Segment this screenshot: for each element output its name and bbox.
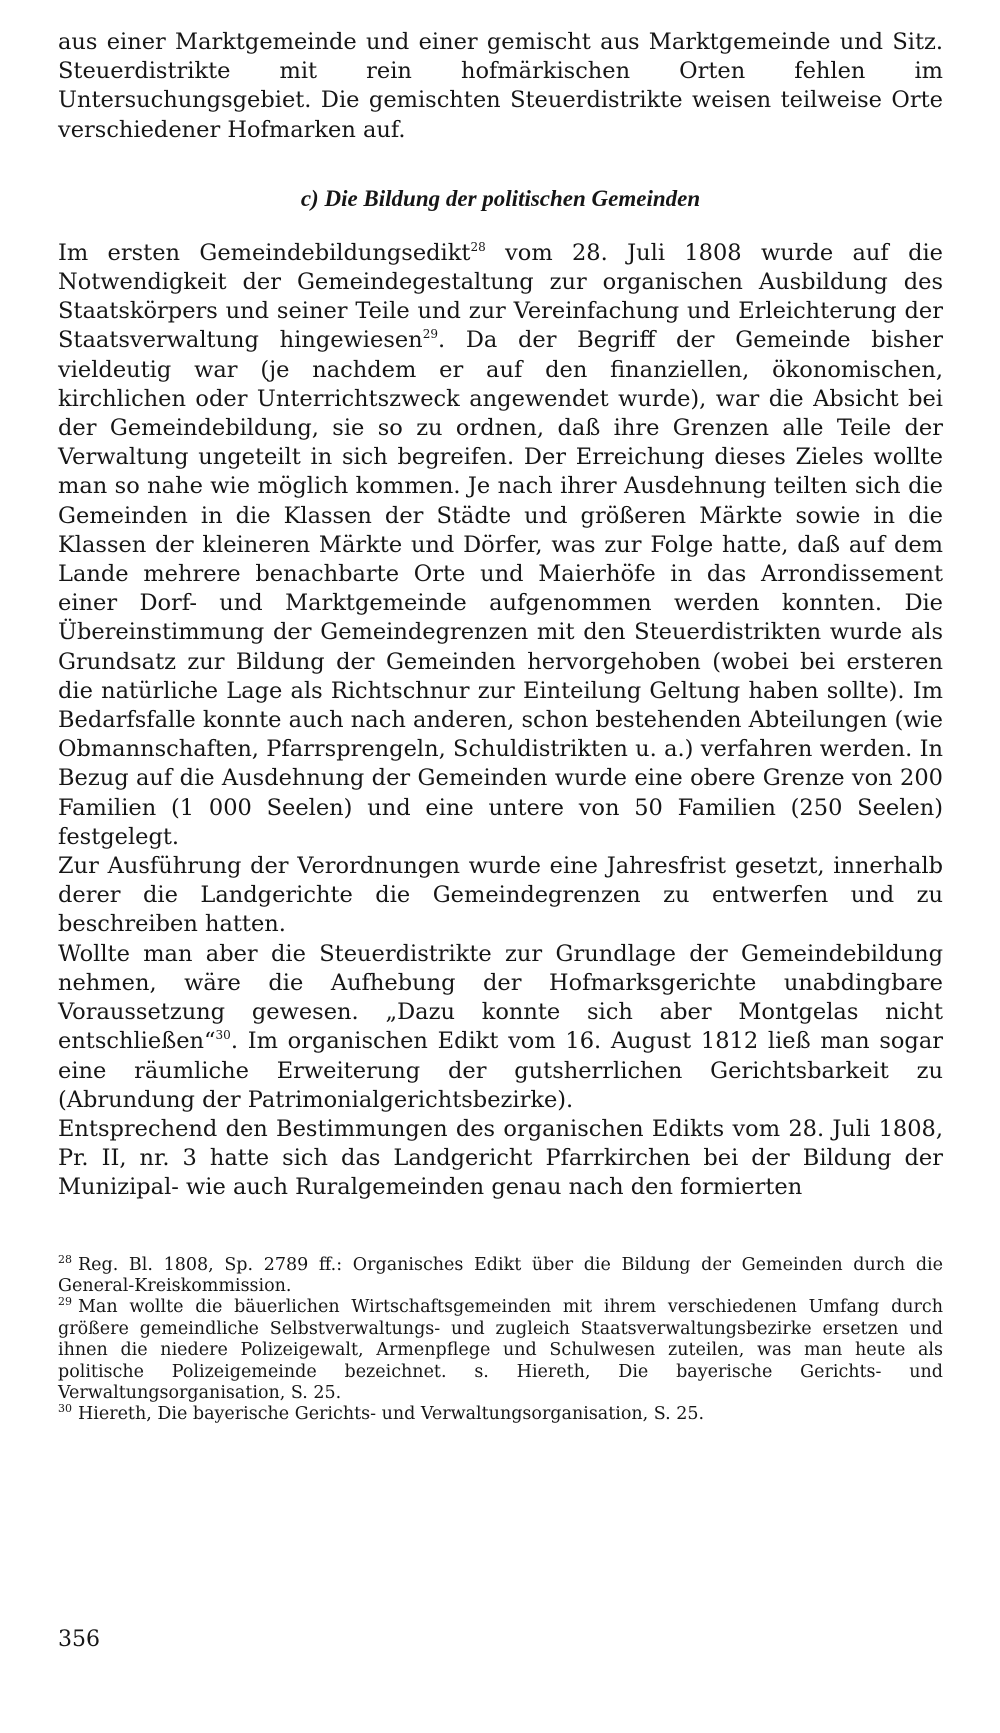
footnote-ref-30[interactable]: 30 <box>215 1028 231 1043</box>
footnote-ref-28[interactable]: 28 <box>470 239 486 254</box>
paragraph-3-text-b: . Im organischen Edikt vom 16. August 1812 ließ man sogar eine räumliche Erweiterung der gutsherrlichen Gerichtsbarkeit zu (Abrundung der Patrimonialgerichtsbezirke). <box>58 1028 943 1113</box>
page-number: 356 <box>58 1627 100 1652</box>
paragraph-1 <box>58 239 943 852</box>
footnote-number: 29 <box>58 1295 72 1309</box>
footnote-number: 28 <box>58 1252 72 1266</box>
intro-paragraph: aus einer Marktgemeinde und einer gemischt aus Marktgemeinde und Sitz. Steuerdistrikte mit rein hofmärkischen Orten fehlen im Untersuchungsgebiet. Die gemischten Steuerdistrikte weisen teilweise Orte verschiedener Hofmarken auf. <box>58 29 943 143</box>
footnote-text: Reg. Bl. 1808, Sp. 2789 ff.: Organisches Edikt über die Bildung der Gemeinden durch die General-Kreiskommission. <box>58 1254 943 1296</box>
paragraph-2: Zur Ausführung der Verordnungen wurde eine Jahresfrist gesetzt, innerhalb derer die Landgerichte die Gemeindegrenzen zu entwerfen und zu beschreiben hatten. <box>58 853 943 938</box>
paragraph-4: Entsprechend den Bestimmungen des organischen Edikts vom 28. Juli 1808, Pr. II, nr. 3 hatte sich das Landgericht Pfarrkirchen bei der Bildung der Munizipal- wie auch Ruralgemeinden genau nach den formierten <box>58 1115 943 1201</box>
footnote-28 <box>58 1252 943 1298</box>
paragraph-3-text-a: Wollte man aber die Steuerdistrikte zur Grundlage der Gemeindebildung nehmen, wäre die Aufhebung der Hofmarksgerichte unabdingbare Voraussetzung gewesen. „Dazu konnte sich aber Montgelas nicht entschließen“ <box>58 940 943 1055</box>
paragraph-1-text-b: vom 28. Juli 1808 wurde auf die Notwendigkeit der Gemeindegestaltung zur organischen Ausbildung des Staatskörpers und seiner Teile und zur Vereinfachung und Erleichterung der Staatsverwaltung hingewiesen <box>58 239 943 354</box>
page-content <box>58 28 943 1426</box>
paragraph-1-text-a: Im ersten Gemeindebildungsedikt <box>58 239 471 266</box>
footnote-number: 30 <box>58 1402 72 1416</box>
footnote-text: Man wollte die bäuerlichen Wirtschaftsgemeinden mit ihrem verschiedenen Umfang durch größere gemeindliche Selbstverwaltungs- und zugleich Staatsverwaltungsbezirke ersetzen und ihnen die niedere Polizeigewalt, Armenpflege und Schulwesen zuteilen, was man heute als politische Polizeigemeinde bezeichnet. s. Hiereth, Die bayerische Gerichts- und Verwaltungsorganisation, S. 25. <box>58 1297 943 1403</box>
footnote-text: Hiereth, Die bayerische Gerichts- und Verwaltungsorganisation, S. 25. <box>78 1404 705 1425</box>
paragraph-3 <box>58 940 943 1115</box>
paragraph-1-text-c: . Da der Begriff der Gemeinde bisher vieldeutig war (je nachdem er auf den finanziellen, ökonomischen, kirchlichen oder Unterrichtszweck angewendet wurde), war die Absicht bei der Gemeindebildung, sie so zu ordnen, daß ihre Grenzen alle Teile der Verwaltung ungeteilt in sich begreifen. Der Erreichung dieses Zieles wollte man so nahe wie möglich kommen. Je nach ihrer Ausdehnung teilten sich die Gemeinden in die Klassen der Städte und größeren Märkte sowie in die Klassen der kleineren Märkte und Dörfer, was zur Folge hatte, daß auf dem Lande mehrere benachbarte Orte und Maierhöfe in das Arrondissement einer Dorf- und Marktgemeinde aufgenommen werden konnten. Die Übereinstimmung der Gemeindegrenzen mit den Steuerdistrikten wurde als Grundsatz zur Bildung der Gemeinden hervorgehoben (wobei bei ersteren die natürliche Lage als Richtschnur zur Einteilung Geltung haben sollte). Im Bedarfsfalle konnte auch nach anderen, schon bestehenden Abteilungen (wie Obmannschaften, Pfarrsprengeln, Schuldistrikten u. a.) verfahren werden. In Bezug auf die Ausdehnung der Gemeinden wurde eine obere Grenze von 200 Familien (1 000 Seelen) und eine untere von 50 Familien (250 Seelen) festgelegt. <box>58 327 943 850</box>
section-heading: c) Die Bildung der politischen Gemeinden <box>300 185 701 211</box>
footnote-ref-29[interactable]: 29 <box>422 327 438 342</box>
footnote-30 <box>58 1404 943 1425</box>
footnotes <box>58 1252 943 1426</box>
footnote-29 <box>58 1297 943 1404</box>
